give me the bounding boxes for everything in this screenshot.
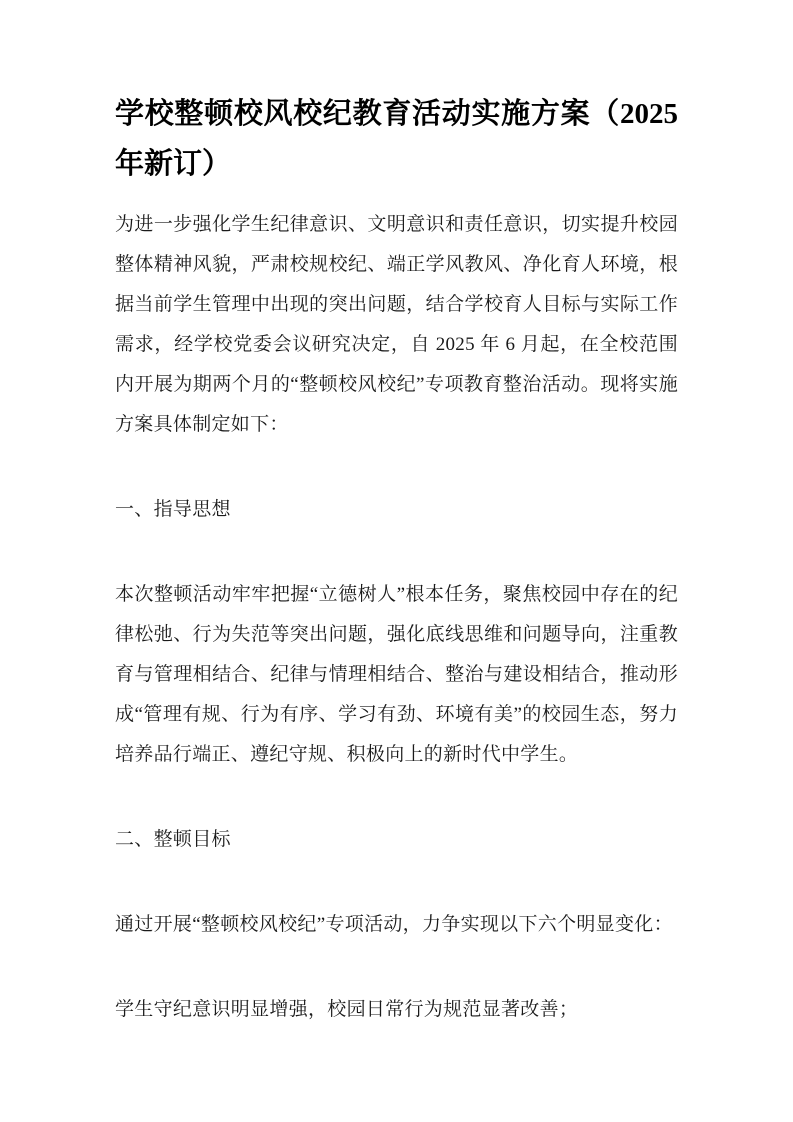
paragraph: 通过开展“整顿校风校纪”专项活动，力争实现以下六个明显变化： bbox=[115, 914, 673, 935]
section-heading: 一、指导思想 bbox=[115, 499, 231, 520]
paragraph: 为进一步强化学生纪律意识、文明意识和责任意识，切实提升校园整体精神风貌，严肃校规校纪、端正学风教风、净化育人环境，根据当前学生管理中出现的突出问题，结合学校育人目标与实际工作需求，经学校党委会议研究决定，自 2025 年 6 月起，在全校范围内开展为期两个月的“整顿校风校纪”专项教育整治活动。现将实施方案具体制定如下： bbox=[115, 214, 678, 435]
document-title: 学校整顿校风校纪教育活动实施方案（2025年新订） bbox=[115, 98, 678, 180]
section-heading: 二、整顿目标 bbox=[115, 829, 231, 850]
document-body bbox=[115, 205, 678, 1030]
paragraph: 学生守纪意识明显增强，校园日常行为规范显著改善； bbox=[115, 999, 579, 1020]
paragraph: 本次整顿活动牢牢把握“立德树人”根本任务，聚焦校园中存在的纪律松弛、行为失范等突出问题，强化底线思维和问题导向，注重教育与管理相结合、纪律与情理相结合、整治与建设相结合，推动形成“管理有规、行为有序、学习有劲、环境有美”的校园生态，努力培养品行端正、遵纪守规、积极向上的新时代中学生。 bbox=[115, 584, 678, 765]
